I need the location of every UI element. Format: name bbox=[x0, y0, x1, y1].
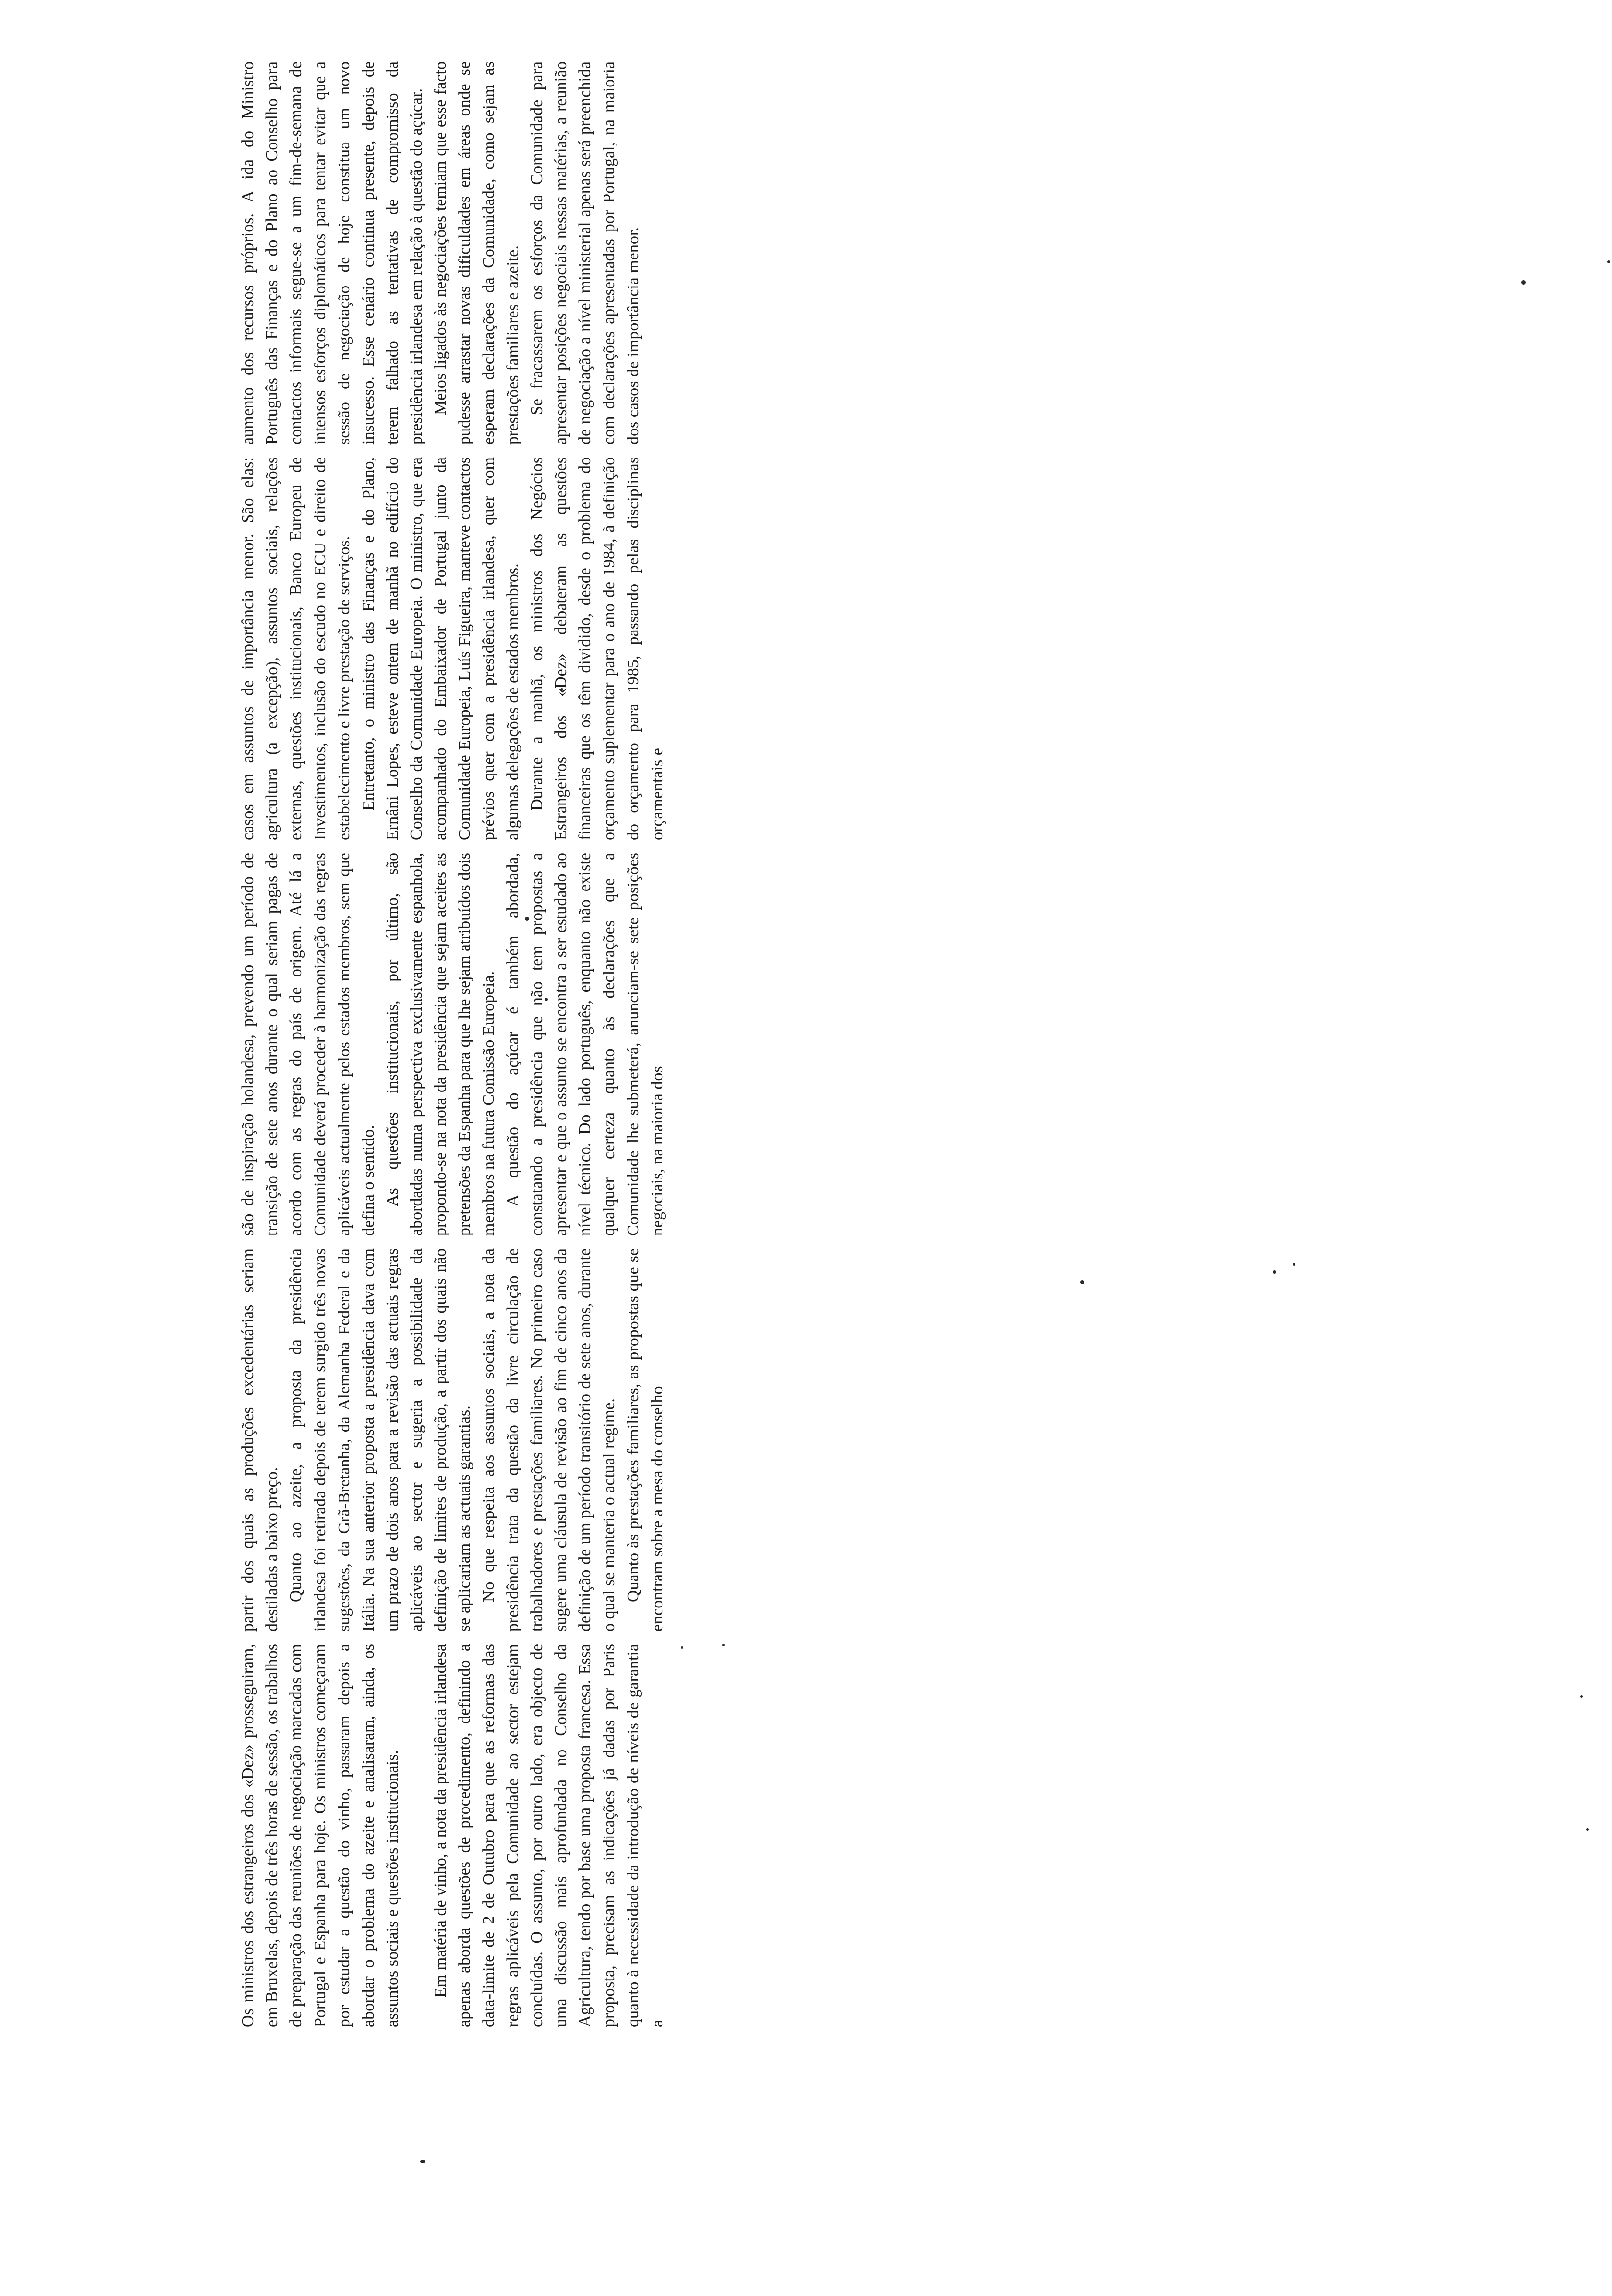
rotated-article bbox=[236, 61, 865, 2027]
scan-mark bbox=[1607, 260, 1610, 263]
paragraph: aumento dos recursos próprios. A ida do Ministro Português das Finanças e do Plano ao Conselho para contactos informais segue-se a um fim-de-semana de intensos esforços diplomáticos para tentar evitar que a sessão de negociação de hoje constitua um novo insucesso. Esse cenário continua presente, depois de terem falhado as tentativas de compromisso da presidência irlandesa em relação à questão do açúcar. bbox=[239, 61, 426, 445]
paragraph: são de inspiração holandesa, prevendo um período de transição de sete anos durante o qual seriam pagas de acordo com as regras do país de origem. Até lá a Comunidade deverá proceder à harmonização das regras aplicáveis actualmente pelos estados membros, sem que defina o sentido. bbox=[239, 853, 377, 1236]
paragraph: No que respeita aos assuntos sociais, a nota da presidência trata da questão da livre circulação de trabalhadores e prestações familiares. No primeiro caso sugere uma cláusula de revisão ao fim de cinco anos da definição de um período transitório de sete anos, durante o qual se manteria o actual regime. bbox=[480, 1248, 618, 1632]
scan-mark bbox=[420, 2160, 425, 2163]
scan-mark bbox=[1273, 1270, 1276, 1274]
paragraph: casos em assuntos de importância menor. São elas: agricultura (a excepção), assuntos sociais, relações externas, questões institucionais, Banco Europeu de Investimentos, inclusão do escudo no ECU e direito de estabelecimento e livre prestação de serviços. bbox=[239, 457, 353, 840]
text-column-4 bbox=[236, 457, 865, 840]
text-column-3 bbox=[236, 853, 865, 1236]
scan-mark bbox=[1521, 280, 1526, 285]
paragraph: Quanto às prestações familiares, as propostas que se encontram sobre a mesa do conselho bbox=[624, 1248, 666, 1632]
paragraph: As questões institucionais, por último, são abordadas numa perspectiva exclusivamente espanhola, propondo-se na nota da presidência que sejam aceites as pretensões da Espanha para que lhe sejam atribuídos dois membros na futura Comissão Europeia. bbox=[383, 853, 498, 1236]
paragraph: Durante a manhã, os ministros dos Negócios Estrangeiros dos «Dez» debateram as questões financeiras que os têm dividido, desde o problema do orçamento suplementar para o ano de 1984, à definição do orçamento para 1985, passando pelas disciplinas orçamentais e bbox=[528, 457, 666, 840]
paragraph: A questão do açúcar é também abordada, constatando a presidência que não tem propostas a apresentar e que o assunto se encontra a ser estudado ao nível técnico. Do lado português, enquanto não existe qualquer certeza quanto às declarações que a Comunidade lhe submeterá, anunciam-se sete posições negociais, na maioria dos bbox=[504, 853, 666, 1236]
paragraph: Em matéria de vinho, a nota da presidência irlandesa apenas aborda questões de procedimento, definindo a data-limite de 2 de Outubro para que as reformas das regras aplicáveis pela Comunidade ao sector estejam concluídas. O assunto, por outro lado, era objecto de uma discussão mais aprofundada no Conselho da Agricultura, tendo por base uma proposta francesa. Essa proposta, precisam as indicações já dadas por Paris quanto à necessidade da introdução de níveis de garantia a bbox=[432, 1644, 666, 2027]
paragraph: Os ministros dos estrangeiros dos «Dez» prosseguiram, em Bruxelas, depois de três horas de sessão, os trabalhos de preparação das reuniões de negociação marcadas com Portugal e Espanha para hoje. Os ministros começaram por estudar a questão do vinho, passaram depois a abordar o problema do azeite e analisaram, ainda, os assuntos sociais e questões institucionais. bbox=[239, 1644, 402, 2027]
scan-mark bbox=[1586, 1828, 1589, 1831]
scan-mark bbox=[1293, 1263, 1295, 1266]
text-column-1 bbox=[236, 1644, 865, 2027]
scan-mark bbox=[1080, 1280, 1084, 1284]
paragraph: partir dos quais as produções excedentárias seriam destiladas a baixo preço. bbox=[239, 1248, 281, 1632]
paragraph: Entretanto, o ministro das Finanças e do Plano, Ernâni Lopes, esteve ontem de manhã no edifício do Conselho da Comunidade Europeia. O ministro, que era acompanhado do Embaixador de Portugal junto da Comunidade Europeia, Luís Figueira, manteve contactos prévios quer com a presidência irlandesa, quer com algumas delegações de estados membros. bbox=[359, 457, 522, 840]
paragraph: Meios ligados às negociações temiam que esse facto pudesse arrastar novas dificuldades em áreas onde se esperam declarações da Comunidade, como sejam as prestações familiares e azeite. bbox=[432, 61, 522, 445]
scan-mark bbox=[1580, 1695, 1583, 1698]
text-column-2 bbox=[236, 1248, 865, 1632]
text-column-5 bbox=[236, 61, 865, 445]
paragraph: Quanto ao azeite, a proposta da presidência irlandesa foi retirada depois de terem surgido três novas sugestões, da Grã-Bretanha, da Alemanha Federal e da Itália. Na sua anterior proposta a presidência dava com um prazo de dois anos para a revisão das actuais regras aplicáveis ao sector e sugeria a possibilidade da definição de limites de produção, a partir dos quais não se aplicariam as actuais garantias. bbox=[287, 1248, 474, 1632]
paragraph: Se fracassarem os esforços da Comunidade para apresentar posições negociais nessas matérias, a reunião de negociação a nível ministerial apenas será preenchida com declarações apresentadas por Portugal, na maioria dos casos de importância menor. bbox=[528, 61, 642, 445]
